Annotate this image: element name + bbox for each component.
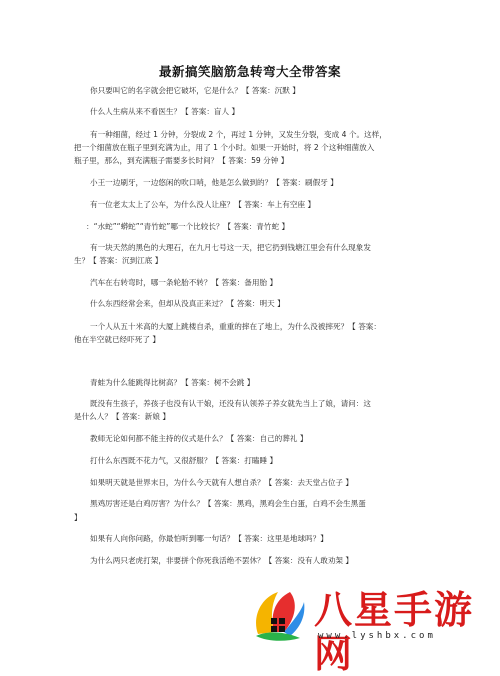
question-line: 是什么人？【 答案：新娘 】: [74, 412, 170, 421]
question-line: 一个人从五十米高的大厦上跳楼自杀，重重的摔在了地上，为什么没被摔死？【 答案：: [90, 322, 381, 331]
question-line: 小王一边刷牙，一边悠闲的吹口哨，他是怎么做到的？【 答案：刷假牙 】: [90, 178, 338, 187]
question-line: 瓶子里，那么，到充满瓶子需要多长时间？【 答案：59 分钟 】: [74, 156, 289, 165]
question-line: 】: [74, 513, 82, 522]
logo-icon: [250, 588, 308, 644]
question-line: 青蛙为什么能跳得比树高？【 答案：树不会跳 】: [90, 378, 255, 387]
question-line: 如果有人向你问路，你最怕听到哪一句话？【 答案：这里是地球吗？】: [90, 534, 328, 543]
question-line: 有一种细菌，经过 1 分钟，分裂成 2 个，再过 1 分钟，又发生分裂，变成 4 个。这样，: [90, 130, 387, 139]
site-watermark: [248, 586, 500, 676]
question-line: 把一个细菌放在瓶子里到充满为止，用了 1 个小时。如果一开始时，将 2 个这种细菌放入: [74, 143, 375, 152]
question-line: 黑鸡厉害还是白鸡厉害？为什么？【 答案：黑鸡，黑鸡会生白蛋，白鸡不会生黑蛋: [90, 499, 366, 508]
watermark-url: www.lyshbx.com: [318, 631, 436, 641]
question-line: 生？【 答案：沉到江底 】: [74, 256, 163, 265]
page-title: 最新搞笑脑筋急转弯大全带答案: [158, 64, 341, 79]
question-line: 既没有生孩子，养孩子也没有认干娘，还没有认领养子养女就先当上了娘，请问：这: [90, 399, 371, 408]
question-line: 有一块天然的黑色的大理石，在九月七号这一天，把它扔到钱塘江里会有什么现象发: [90, 243, 371, 252]
question-line: 什么人生病从来不看医生？【 答案：盲人 】: [90, 107, 240, 116]
question-line: ：“水蛇”“蟒蛇”“青竹蛇”哪一个比较长？【 答案：青竹蛇 】: [86, 222, 290, 231]
question-line: 有一位老太太上了公车，为什么没人让座？【 答案：车上有空座 】: [90, 200, 316, 209]
question-line: 打什么东西既不花力气，又很舒服？【 答案：打瞌睡 】: [90, 456, 278, 465]
question-line: 什么东西经常会来，但却从没真正来过？【 答案：明天 】: [90, 299, 285, 308]
watermark-name: 八星手游网: [314, 588, 475, 676]
question-line: 为什么两只老虎打架，非要拼个你死我活绝不罢休？【 答案：没有人敢劝架 】: [90, 556, 354, 565]
question-line: 你只要叫它的名字就会把它破坏，它是什么？【 答案：沉默 】: [90, 86, 300, 95]
question-line: 如果明天就是世界末日，为什么今天就有人想自杀？【 答案：去天堂占位子 】: [90, 478, 354, 487]
question-line: 汽车在右转弯时，哪一条轮胎不转？【 答案：备用胎 】: [90, 278, 278, 287]
question-line: 他在半空就已经吓死了 】: [74, 335, 160, 344]
question-line: 教师无论如何都不能主持的仪式是什么？【 答案：自己的葬礼 】: [90, 434, 308, 443]
